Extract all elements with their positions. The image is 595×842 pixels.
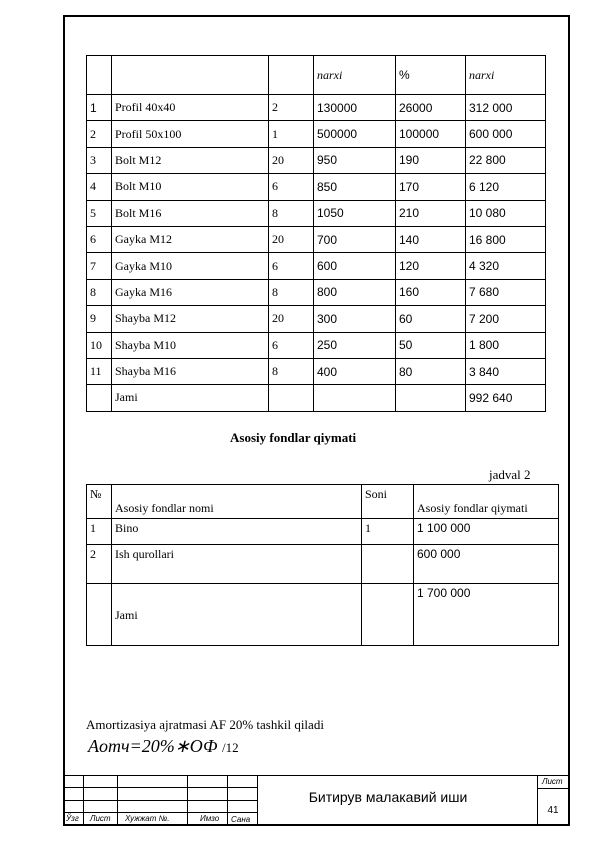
table-row: [87, 332, 546, 358]
page-number: 41: [547, 805, 559, 816]
table-cell: 2: [87, 121, 112, 147]
table-row: [87, 174, 546, 200]
table-cell: 6: [269, 174, 314, 200]
table-cell: 11: [87, 358, 112, 384]
table-row: [87, 95, 546, 121]
table-cell: Bolt M12: [112, 147, 269, 173]
table-cell: 16 800: [466, 226, 546, 252]
table-cell: 10 080: [466, 200, 546, 226]
table-cell: Jami: [112, 584, 362, 646]
header-cell: narxi: [314, 56, 396, 95]
table-cell: 1: [87, 519, 112, 545]
table-cell: 2: [269, 95, 314, 121]
header-cell: №: [87, 485, 112, 519]
table-cell: Bolt M16: [112, 200, 269, 226]
table-cell: [362, 545, 414, 584]
table-caption: Asosiy fondlar qiymati: [230, 430, 357, 445]
table-cell: 7 200: [466, 306, 546, 332]
table-cell: 1: [87, 95, 112, 121]
table-row: [87, 358, 546, 384]
table-row: [87, 253, 546, 279]
table-cell: [396, 385, 466, 411]
table-cell: 6: [269, 332, 314, 358]
formula-main: Aотч=20%∗ОФ: [88, 736, 218, 756]
table-cell: 8: [269, 200, 314, 226]
header-cell: Soni: [362, 485, 414, 519]
table-cell: 8: [87, 279, 112, 305]
table-header-row: [87, 56, 546, 95]
table-cell: 1 800: [466, 332, 546, 358]
header-cell: [269, 56, 314, 95]
header-cell: [112, 56, 269, 95]
table-cell: Ish qurollari: [112, 545, 362, 584]
table-cell: Bolt M10: [112, 174, 269, 200]
table-cell: Jami: [112, 385, 269, 411]
document-title: Битирув малакавий иши: [308, 789, 468, 805]
table-cell: 10: [87, 332, 112, 358]
header-cell: [87, 56, 112, 95]
table-cell: 6 120: [466, 174, 546, 200]
table-cell: 500000: [314, 121, 396, 147]
table-cell: [314, 385, 396, 411]
table-cell: Gayka M16: [112, 279, 269, 305]
table-cell: 600 000: [466, 121, 546, 147]
table-cell: 8: [269, 279, 314, 305]
materials-table: [86, 55, 546, 412]
table-row: [87, 147, 546, 173]
table-cell: 22 800: [466, 147, 546, 173]
table-row: [87, 121, 546, 147]
table-cell: 50: [396, 332, 466, 358]
table-cell: 6: [269, 253, 314, 279]
table-cell: [87, 385, 112, 411]
title-block: [63, 775, 570, 826]
stamp-col-label: Ўзг: [66, 814, 79, 823]
table-cell: 300: [314, 306, 396, 332]
table-cell: 140: [396, 226, 466, 252]
table-row: [87, 545, 559, 584]
table-cell: 160: [396, 279, 466, 305]
table-cell: 4 320: [466, 253, 546, 279]
table-cell: 1: [269, 121, 314, 147]
table-cell: 1: [362, 519, 414, 545]
table-cell: 2: [87, 545, 112, 584]
table-row: [87, 200, 546, 226]
table-row: [87, 226, 546, 252]
table-row: [87, 584, 559, 646]
table-cell: 3: [87, 147, 112, 173]
table-cell: 80: [396, 358, 466, 384]
table-cell: 700: [314, 226, 396, 252]
sheet-label: Лист: [542, 777, 563, 786]
table-cell: Profil 50x100: [112, 121, 269, 147]
table-cell: 312 000: [466, 95, 546, 121]
table-cell: 4: [87, 174, 112, 200]
table-number: jadval 2: [489, 467, 531, 482]
table-cell: 120: [396, 253, 466, 279]
formula-divisor: /12: [222, 740, 239, 755]
table-cell: [269, 385, 314, 411]
table-cell: 7: [87, 253, 112, 279]
table-cell: Profil 40x40: [112, 95, 269, 121]
table-cell: 9: [87, 306, 112, 332]
table-cell: 600 000: [414, 545, 559, 584]
table-cell: 170: [396, 174, 466, 200]
table-row: [87, 279, 546, 305]
table-cell: 400: [314, 358, 396, 384]
table-cell: Gayka M12: [112, 226, 269, 252]
table-cell: [87, 584, 112, 646]
amortization-formula: [88, 736, 239, 757]
stamp-col-label: Имзо: [200, 814, 220, 823]
table-header-row: [87, 485, 559, 519]
header-cell: narxi: [466, 56, 546, 95]
table-cell: 5: [87, 200, 112, 226]
header-cell: %: [396, 56, 466, 95]
table-cell: [362, 584, 414, 646]
table-cell: 20: [269, 306, 314, 332]
stamp-col-label: Хужжат №.: [125, 814, 170, 823]
table-row: [87, 519, 559, 545]
table-row: [87, 306, 546, 332]
amortization-text: Amortizasiya ajratmasi AF 20% tashkil qiladi: [86, 717, 324, 732]
table-cell: 20: [269, 147, 314, 173]
fixed-assets-table: [86, 484, 559, 646]
table-cell: 600: [314, 253, 396, 279]
table-cell: Gayka M10: [112, 253, 269, 279]
table-cell: 100000: [396, 121, 466, 147]
table-cell: 6: [87, 226, 112, 252]
table-cell: 1050: [314, 200, 396, 226]
table-cell: 950: [314, 147, 396, 173]
table-cell: 992 640: [466, 385, 546, 411]
table-cell: 1 700 000: [414, 584, 559, 646]
table-cell: 1 100 000: [414, 519, 559, 545]
header-cell: Asosiy fondlar qiymati: [414, 485, 559, 519]
table-cell: 60: [396, 306, 466, 332]
table-cell: 850: [314, 174, 396, 200]
stamp-col-label: Сана: [231, 815, 251, 824]
table-cell: 190: [396, 147, 466, 173]
table-cell: 130000: [314, 95, 396, 121]
table-cell: Shayba M12: [112, 306, 269, 332]
table-cell: 800: [314, 279, 396, 305]
table-cell: 7 680: [466, 279, 546, 305]
stamp-col-label: Лист: [90, 814, 111, 823]
header-cell: Asosiy fondlar nomi: [112, 485, 362, 519]
table-cell: 250: [314, 332, 396, 358]
table-cell: 20: [269, 226, 314, 252]
table-cell: Shayba M16: [112, 358, 269, 384]
table-cell: Bino: [112, 519, 362, 545]
table-row: [87, 385, 546, 411]
table-cell: Shayba M10: [112, 332, 269, 358]
table-cell: 210: [396, 200, 466, 226]
table-cell: 8: [269, 358, 314, 384]
table-cell: 3 840: [466, 358, 546, 384]
table-cell: 26000: [396, 95, 466, 121]
